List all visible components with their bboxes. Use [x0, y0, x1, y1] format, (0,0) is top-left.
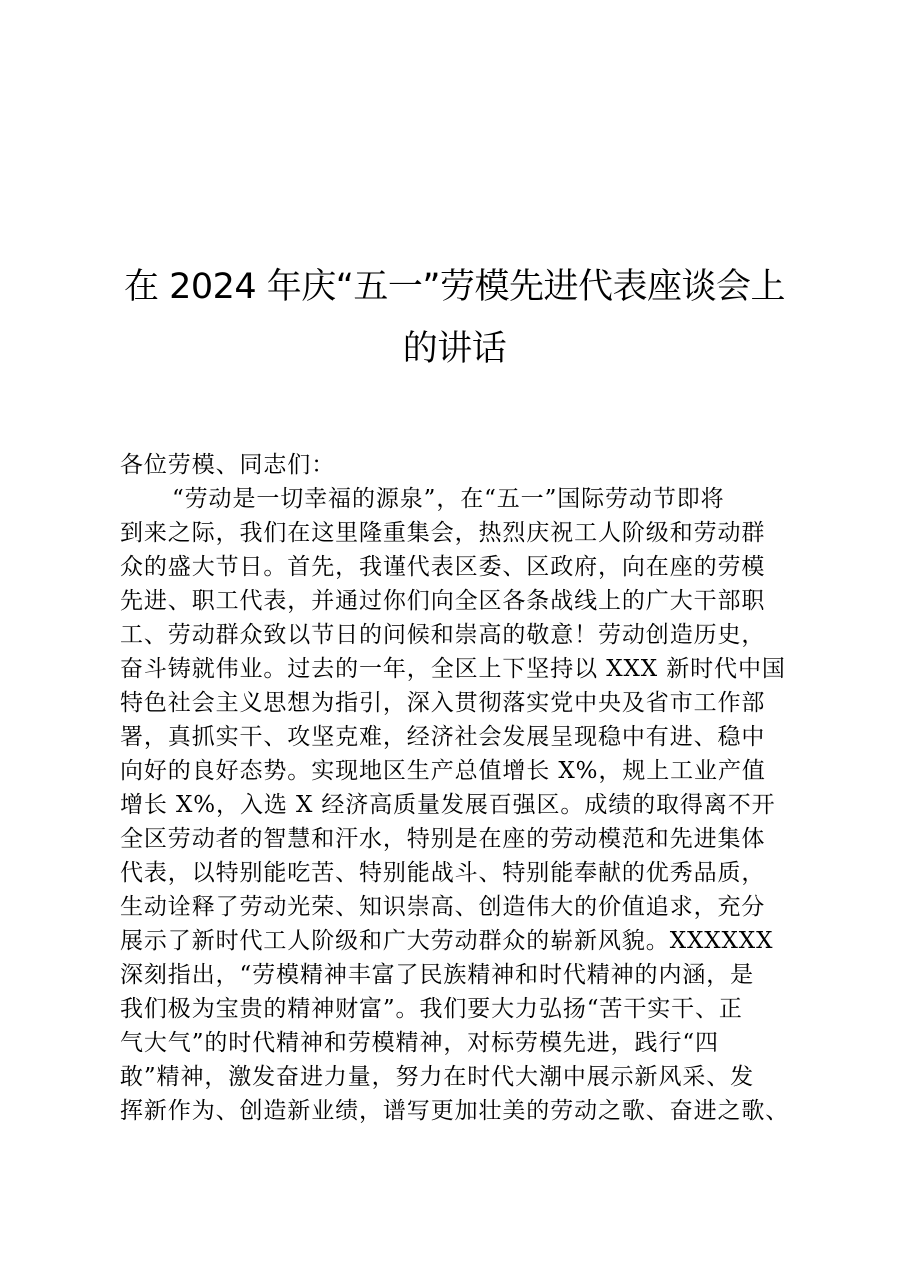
paragraph-line: 挥新作为、创造新业绩，谱写更加壮美的劳动之歌、奋进之歌、 [120, 1098, 790, 1124]
paragraph-line: 到来之际，我们在这里隆重集会，热烈庆祝工人阶级和劳动群 [120, 520, 766, 546]
paragraph-line: 增长 X%，入选 X 经济高质量发展百强区。成绩的取得离不开 [120, 792, 776, 818]
paragraph-line: “劳动是一切幸福的源泉”，在“五一”国际劳动节即将 [172, 486, 725, 512]
paragraph-line: 特色社会主义思想为指引，深入贯彻落实党中央及省市工作部 [120, 690, 766, 716]
paragraph-line: 代表，以特别能吃苦、特别能战斗、特别能奉献的优秀品质， [120, 860, 766, 886]
title-line-1: 在 2024 年庆“五一”劳模先进代表座谈会上 [123, 267, 786, 307]
paragraph-line: 全区劳动者的智慧和汗水，特别是在座的劳动模范和先进集体 [120, 826, 766, 852]
paragraph-line: 气大气”的时代精神和劳模精神，对标劳模先进，践行“四 [120, 1030, 719, 1056]
speech-paragraph [120, 482, 800, 1128]
paragraph-line: 署，真抓实干、攻坚克难，经济社会发展呈现稳中有进、稳中 [120, 724, 766, 750]
paragraph-line: 工、劳动群众致以节日的问候和崇高的敬意！劳动创造历史， [120, 622, 766, 648]
paragraph-line: 先进、职工代表，并通过你们向全区各条战线上的广大干部职 [120, 588, 766, 614]
salutation: 各位劳模、同志们： [120, 452, 336, 478]
paragraph-line: 我们极为宝贵的精神财富”。我们要大力弘扬“苦干实干、正 [120, 996, 743, 1022]
title-line-2: 的讲话 [402, 329, 507, 369]
paragraph-line: 众的盛大节日。首先，我谨代表区委、区政府，向在座的劳模 [120, 554, 766, 580]
paragraph-line: 展示了新时代工人阶级和广大劳动群众的崭新风貌。XXXXXX [120, 928, 774, 954]
paragraph-line: 生动诠释了劳动光荣、知识崇高、创造伟大的价值追求，充分 [120, 894, 766, 920]
document-title [100, 256, 809, 380]
paragraph-line: 向好的良好态势。实现地区生产总值增长 X%，规上工业产值 [120, 758, 766, 784]
paragraph-line: 敢”精神，激发奋进力量，努力在时代大潮中展示新风采、发 [120, 1064, 755, 1090]
paragraph-line: 奋斗铸就伟业。过去的一年，全区上下坚持以 XXX 新时代中国 [120, 656, 786, 682]
paragraph-line: 深刻指出，“劳模精神丰富了民族精神和时代精神的内涵，是 [120, 962, 755, 988]
document-body [120, 448, 800, 1128]
